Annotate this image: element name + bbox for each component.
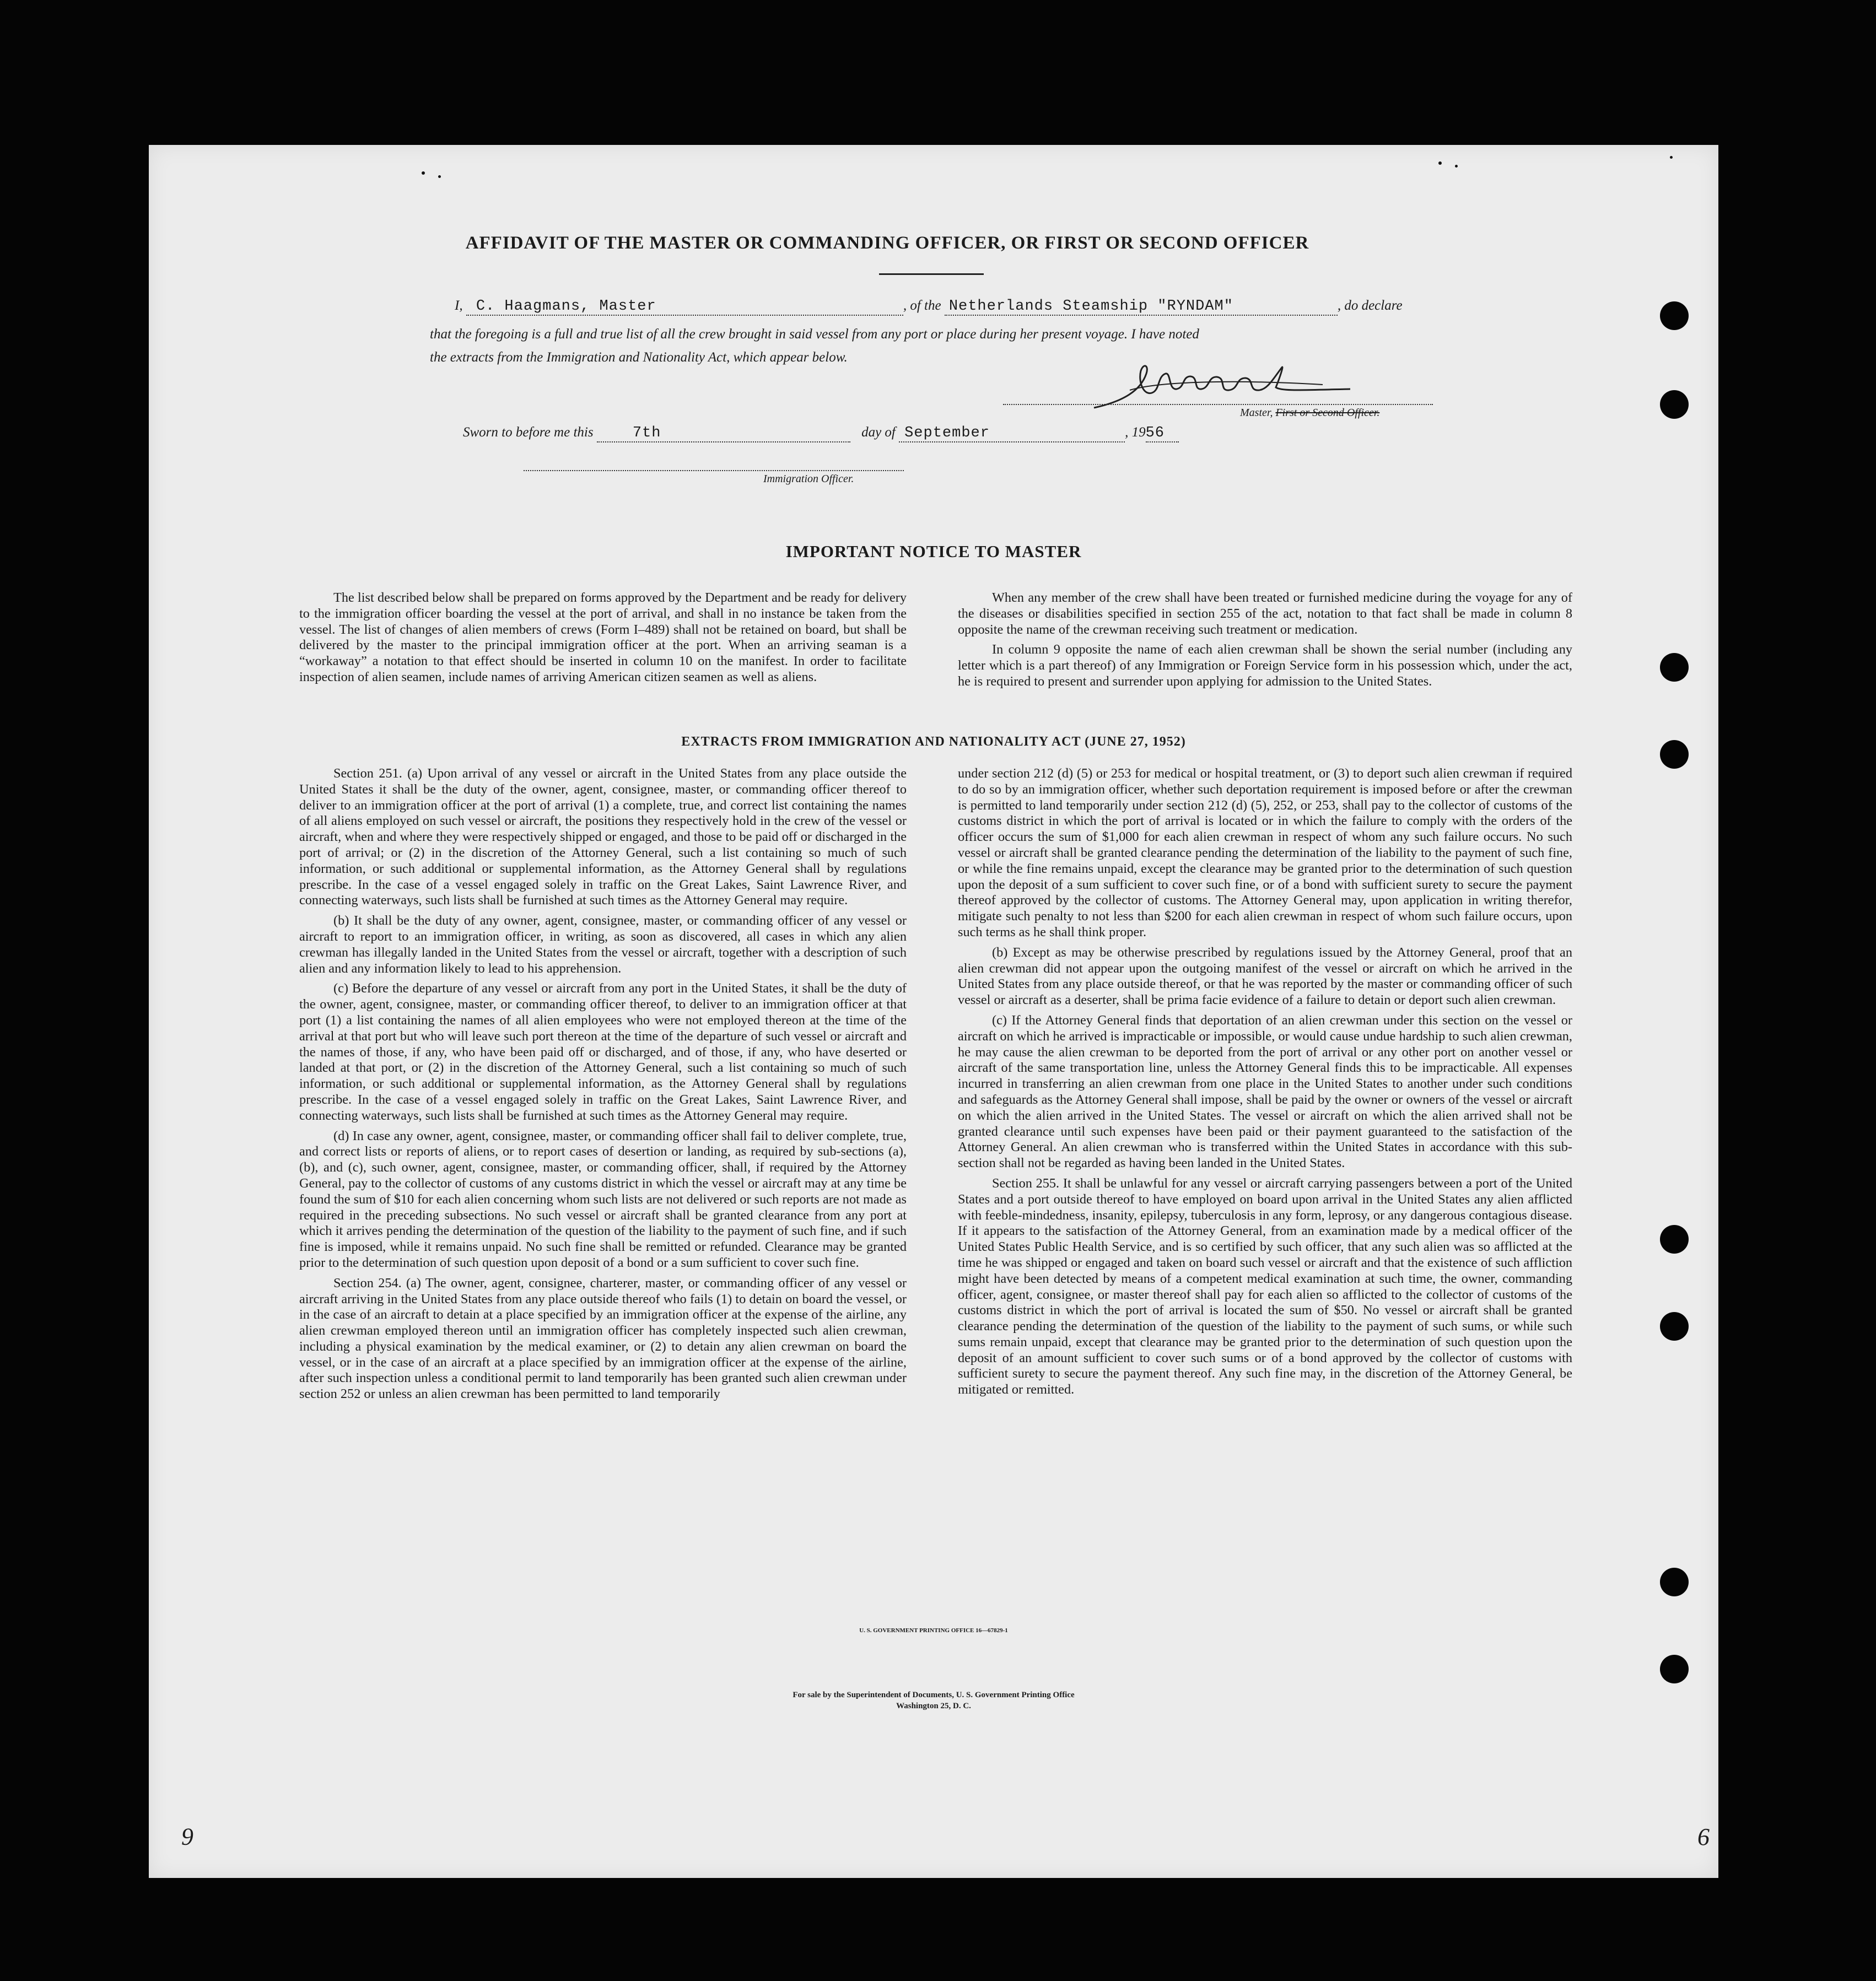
signature-caption [1240,407,1379,419]
printing-office-line: U. S. GOVERNMENT PRINTING OFFICE 16—67829-1 [859,1627,1008,1634]
affidavit-declaration-line [455,298,1601,316]
year-prefix: , 19 [1125,425,1146,440]
scan-speck [422,171,425,175]
sworn-day-field: 7th [597,425,850,442]
binder-hole [1660,301,1689,330]
extract-left-paragraph: (c) Before the departure of any vessel or aircraft from any port in the United States, it shall be the duty of the owner, agent, consignee, master, or commanding officer thereof, to deliver to an immigration officer at that port (1) a list containing the names of all alien employees who were not employed thereon at the time of the arrival at that port but who will leave such port thereon at the time of the departure of such vessel or aircraft and the names of those, if any, who have been paid off or discharged, and of those, if any, who have deserted or landed at that port, or (2) in the discretion of the Attorney General, such a list containing so much of such information, or such additional or supplemental information, as the Attorney General shall by regulations prescribe. In the case of a vessel engaged solely in traffic on the Great Lakes, Saint Lawrence River, and connecting waterways, such lists shall be furnished at such times as the Attorney General may require. [299,981,907,1123]
extract-right-paragraph: (c) If the Attorney General finds that deportation of an alien crewman under this section on the vessel or aircraft on which he arrived is impracticable or impossible, or would cause undue hardship to such alien crewman, he may cause the alien crewman to be deported from the port of arrival or any other port on another vessel or aircraft of the same transportation line, unless the Attorney General finds this to be impracticable. All expenses incurred in transferring an alien crewman from one place in the United States to another under such conditions and safeguards as the Attorney General shall impose, shall be paid by the owner or owners of the vessel or aircraft on which the alien arrived in the United States. The vessel or aircraft on which the alien arrived shall not be granted clearance until such expenses have been paid or their payment guaranteed to the satisfaction of the Attorney General. An alien crewman who is transferred within the United States in accordance with this sub-section shall not be regarded as having been landed in the United States. [958,1012,1572,1171]
master-name-field: C. Haagmans, Master [466,298,903,316]
extract-right-paragraph: (b) Except as may be otherwise prescribed by regulations issued by the Attorney General, proof that an alien crewman did not appear upon the outgoing manifest of the vessel or aircraft on which he arrived in the United States from any place outside thereof, or that he was reported by the master or commanding officer of such vessel or aircraft as a deserter, shall be prima facie evidence of a failure to detain or deport such alien crewman. [958,944,1572,1008]
sale-line-1: For sale by the Superintendent of Documents, U. S. Government Printing Office [793,1691,1075,1699]
binder-hole [1660,1568,1689,1596]
sworn-line [463,425,1179,442]
title-rule [879,273,984,275]
affidavit-title: AFFIDAVIT OF THE MASTER OR COMMANDING OFFICER, OR FIRST OR SECOND OFFICER [465,233,1309,253]
extract-left-paragraph: (b) It shall be the duty of any owner, agent, consignee, master, or commanding officer of any vessel or aircraft to report to an immigration officer, in writing, as soon as discovered, all cases in which any alien crewman has illegally landed in the United States from the vessel or aircraft, together with a description of such alien and any information likely to lead to his apprehension. [299,913,907,976]
caption-master: Master, [1240,407,1273,419]
year-field: 56 [1146,425,1179,442]
extracts-right-column [958,766,1572,1402]
extracts-left-column [299,766,907,1407]
extract-right-paragraph: under section 212 (d) (5) or 253 for medical or hospital treatment, or (3) to deport such alien crewman if required to do so by an immigration officer, whether such deportation requirement is imposed before or after the crewman is permitted to land temporarily under section 212 (d) (5), 252, or 253, shall pay to the collector of customs of the customs district in which the port of arrival is located or in which the failure to comply with the orders of the officer occurs the sum of $1,000 for each alien crewman in respect of whom any such failure occurs. No such vessel or aircraft shall be granted clearance pending the determination of the liability to the payment of such fine, or while the fine remains unpaid, except the clearance may be granted prior to the determination of such question upon the deposit of a sum sufficient to cover such fine, or of a bond with sufficient surety to secure the payment thereof approved by the collector of customs. The Attorney General may, upon application in writing therefor, mitigate such penalty to not less than $200 for each alien crewman in respect of whom such failure occurs, upon such terms as he shall think proper. [958,766,1572,940]
affidavit-line-3: the extracts from the Immigration and Nationality Act, which appear below. [430,350,848,365]
notice-right-paragraph-2: In column 9 opposite the name of each alien crewman shall be shown the serial number (including any letter which is a part thereof) of any Immigration or Foreign Service form in his possession which, under the act, he is required to present and surrender upon applying for admission to the United States. [958,642,1572,689]
binder-hole [1660,1655,1689,1683]
extract-left-paragraph: Section 251. (a) Upon arrival of any vessel or aircraft in the United States from any place outside the United States it shall be the duty of the owner, agent, consignee, master, or commanding officer thereof to deliver to an immigration officer at the port of arrival (1) a complete, true, and correct list containing the names of all aliens employed on such vessel or aircraft, the positions they respectively hold in the crew of the vessel or aircraft, when and where they were respectively shipped or engaged, and those to be paid off or discharged in the port of arrival; or (2) in the discretion of the Attorney General, such a list containing so much of such information, or such additional or supplemental information, as the Attorney General shall by regulations prescribe. In the case of a vessel engaged solely in traffic on the Great Lakes, Saint Lawrence River, and connecting waterways, such lists shall be furnished at such times as the Attorney General may require. [299,766,907,908]
notice-left-column [299,590,907,690]
extracts-title: EXTRACTS FROM IMMIGRATION AND NATIONALITY ACT (JUNE 27, 1952) [681,735,1186,749]
scan-speck [438,175,441,178]
binder-hole [1660,1312,1689,1341]
sworn-prefix: Sworn to before me this [463,425,594,440]
notice-right-column [958,590,1572,694]
right-margin-mark: 6 [1697,1823,1710,1850]
sworn-month-field: September [899,425,1125,442]
notice-title: IMPORTANT NOTICE TO MASTER [785,542,1082,561]
day-of-text: day of [861,425,896,440]
notice-right-paragraph-1: When any member of the crew shall have been treated or furnished medicine during the voyage for any of the diseases or disabilities specified in section 255 of the act, notation to that fact shall be made in column 8 opposite the name of the crewman receiving such treatment or medication. [958,590,1572,637]
binder-hole [1660,1225,1689,1254]
of-the-text: , of the [903,298,941,313]
document-page [149,145,1718,1878]
extract-right-paragraph: Section 255. It shall be unlawful for any vessel or aircraft carrying passengers between a port of the United States and a port outside thereof to have employed on board upon arrival in the United States any alien afflicted with feeble-mindedness, insanity, epilepsy, tuberculosis in any form, leprosy, or any dangerous contagious disease. If it appears to the satisfaction of the Attorney General, from an examination made by a medical officer of the United States Public Health Service, and is so certified by such officer, that any such alien was so afflicted at the time he was shipped or engaged and taken on board such vessel or aircraft and that the existence of such affliction might have been detected by means of a competent medical examination at such time, the owner, commanding officer, agent, consignee, or master thereof shall pay for each alien so afflicted to the collector of customs of the customs district in which the port of arrival is located the sum of $50. No vessel or aircraft shall be granted clearance pending the determination of the question of the liability to the payment of such sums, or while such sums remain unpaid, except that clearance may be granted prior to the determination of such question upon the deposit of an amount sufficient to cover such sums or of a bond approved by the collector of customs with sufficient surety to secure the payment thereof. Any such fine may, in the discretion of the Attorney General, be mitigated or remitted. [958,1175,1572,1397]
binder-hole [1660,390,1689,419]
scan-speck [1438,161,1442,165]
officer-caption: Immigration Officer. [763,473,854,485]
sale-line-2: Washington 25, D. C. [896,1702,971,1710]
scan-speck [1670,156,1673,159]
do-declare-text: , do declare [1337,298,1403,313]
notice-left-paragraph: The list described below shall be prepared on forms approved by the Department and be ready for delivery to the immigration officer boarding the vessel at the port of arrival, and shall in no instance be taken from the vessel. The list of changes of alien members of crews (Form I–489) shall not be retained on board, but shall be delivered by the master to the principal immigration officer at the port. When an arriving seaman is a “workaway” a notation to that effect should be inserted in column 10 on the manifest. In order to facilitate inspection of alien seamen, include names of arriving American citizen seamen as well as aliens. [299,590,907,684]
extract-left-paragraph: (d) In case any owner, agent, consignee, master, or commanding officer shall fail to deliver complete, true, and correct lists or reports of aliens, or to report cases of desertion or landing, as required by sub-sections (a), (b), and (c), such owner, agent, consignee, master, or commanding officer, shall, if required by the Attorney General, pay to the collector of customs of any customs district in which the vessel or aircraft may at any time be found the sum of $10 for each alien concerning whom such lists are not delivered or such reports are not made as required in the preceding subsections. No such vessel or aircraft shall be granted clearance from any port at which it arrives pending the determination of the question of the liability to the payment of such fine, and if such fine is imposed, while it remains unpaid. No such fine shall be remitted or refunded. Clearance may be granted prior to the determination of such question upon deposit of a bond or a sum sufficient to cover such fine. [299,1128,907,1270]
scan-speck [1455,165,1458,168]
vessel-name-field: Netherlands Steamship "RYNDAM" [945,298,1338,316]
signature-line [1003,404,1433,405]
officer-signature-line [524,470,904,471]
affidavit-line-2: that the foregoing is a full and true list of all the crew brought in said vessel from any port or place during her present voyage. I have noted [430,327,1199,342]
extract-left-paragraph: Section 254. (a) The owner, agent, consignee, charterer, master, or commanding officer of any vessel or aircraft arriving in the United States from any place outside thereof who fails (1) to detain on board the vessel, or in the case of an aircraft to detain at a place specified by an immigration officer at the expense of the airline, any alien crewman employed thereon until an immigration officer has completely inspected such alien crewman, including a physical examination by the medical examiner, or (2) to detain any alien crewman on board the vessel, or in the case of an aircraft at a place specified by an immigration officer at the expense of the airline, after such inspection unless a conditional permit to land temporarily has been granted such alien crewman under section 252 or unless an alien crewman has been permitted to land temporarily [299,1275,907,1402]
i-prefix: I, [455,298,463,313]
left-margin-mark: 6 [182,1823,194,1850]
binder-hole [1660,653,1689,682]
caption-struck-officer: First or Second Officer. [1275,407,1380,419]
